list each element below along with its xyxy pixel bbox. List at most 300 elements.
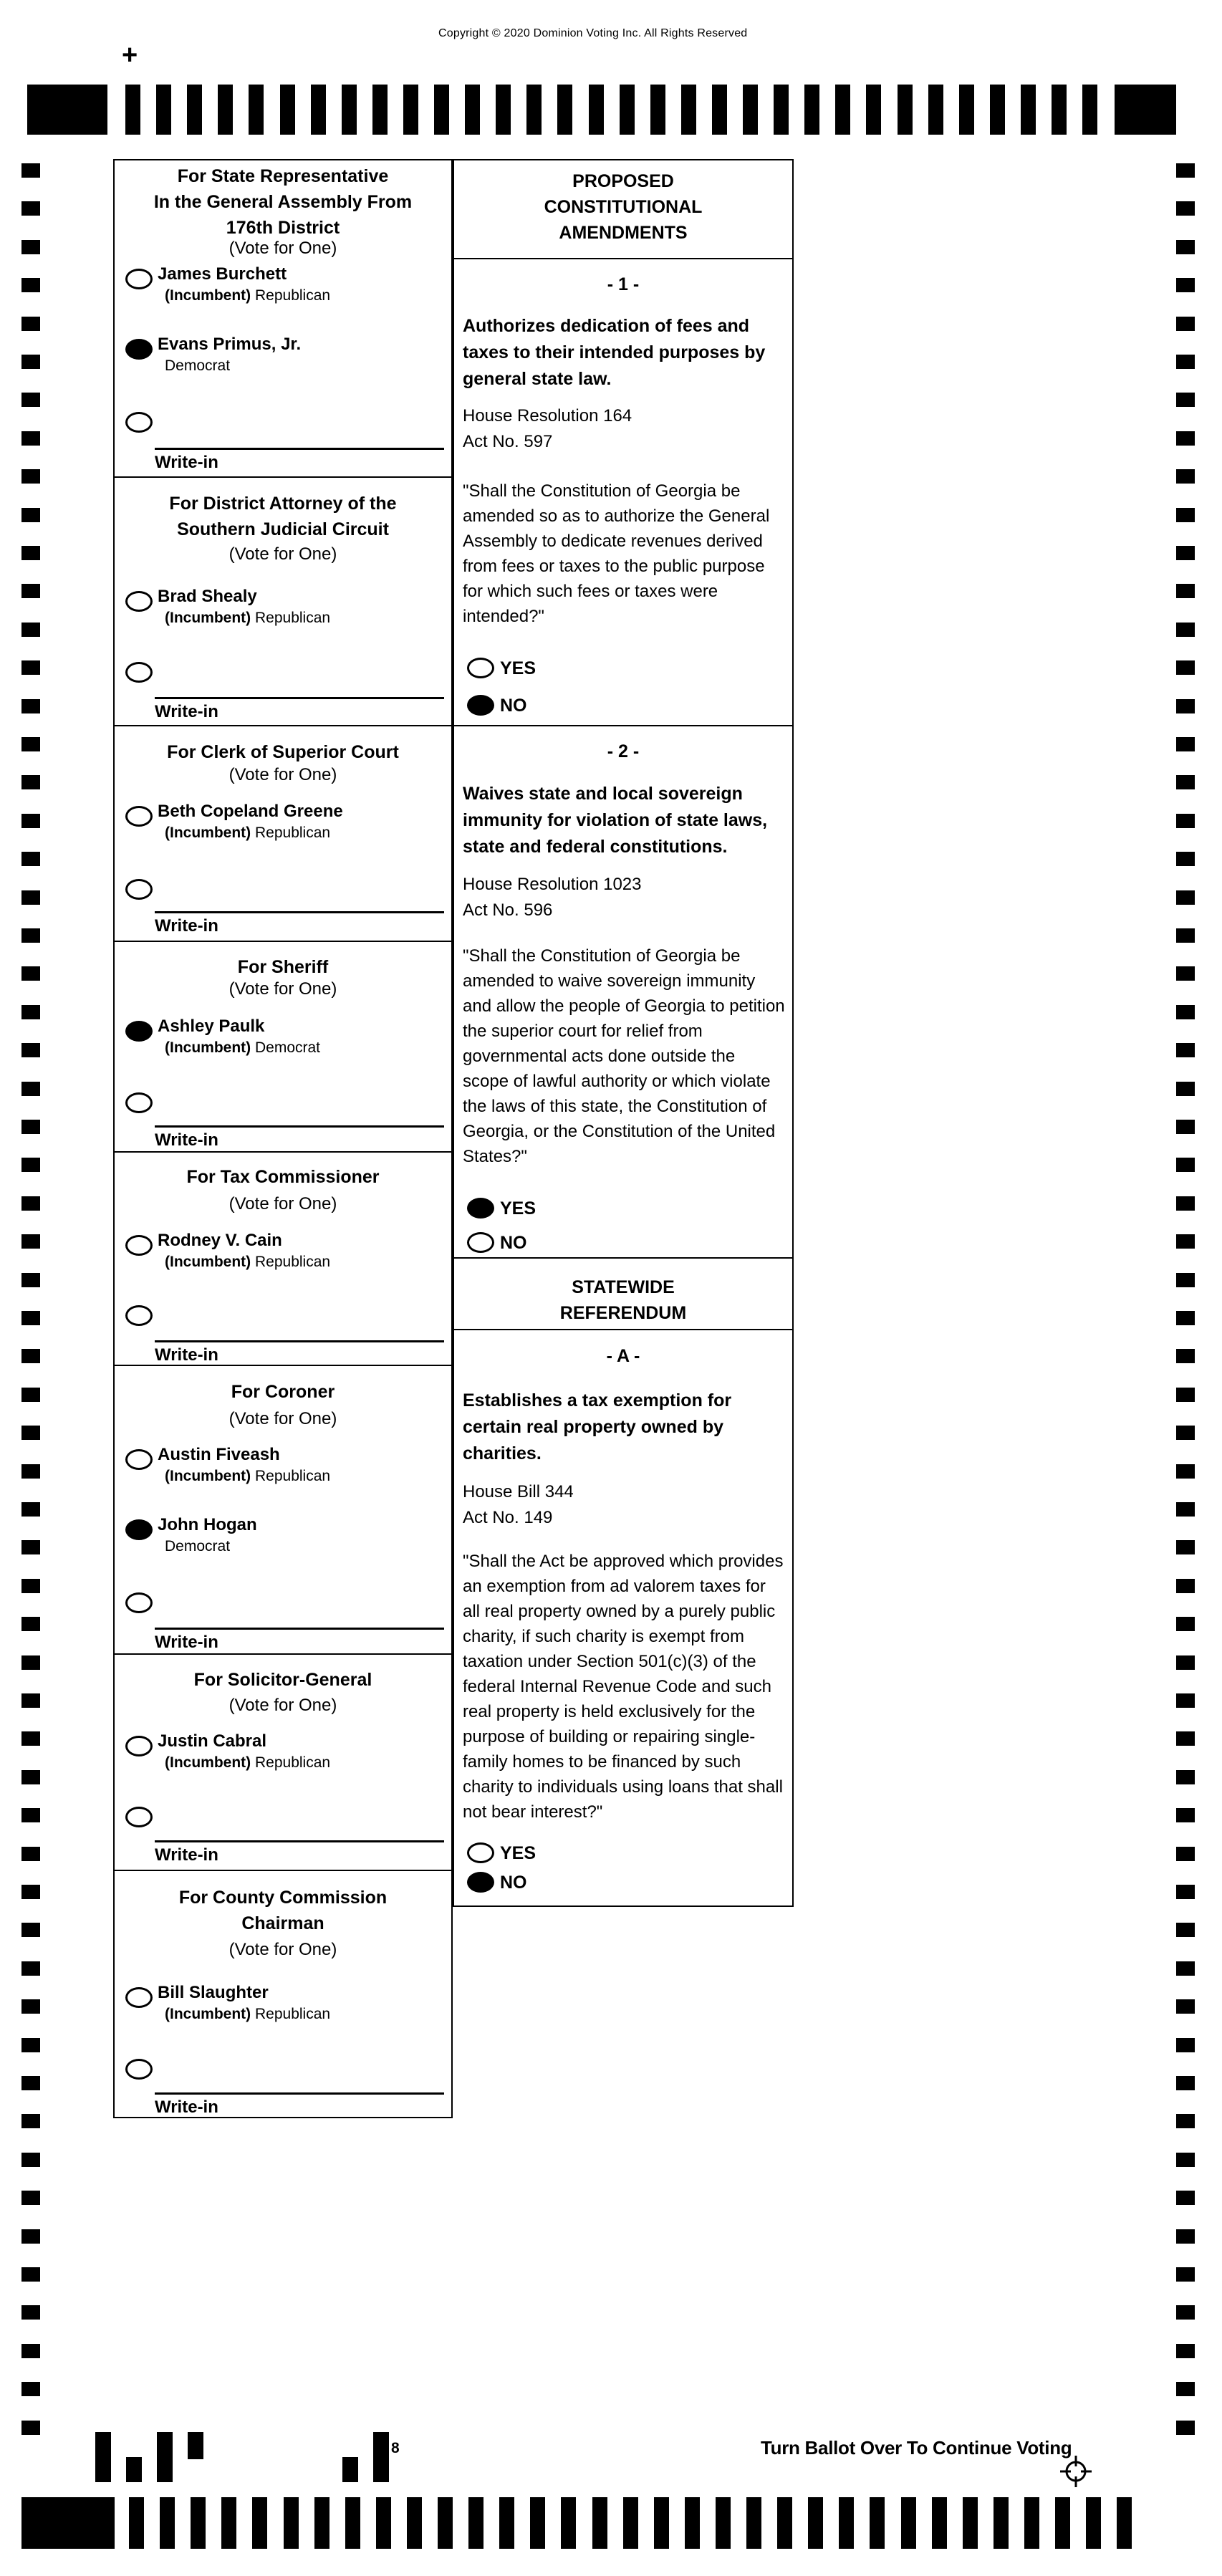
- contest-solicitor-general-write-in-oval[interactable]: [125, 1807, 153, 1827]
- timing-mark: [839, 2497, 854, 2549]
- timing-mark: [21, 163, 40, 178]
- timing-mark: [21, 928, 40, 943]
- timing-mark: [1176, 660, 1195, 675]
- measure-question: "Shall the Act be approved which provides an exemption from ad valorem taxes for all real property owned by a purely public charity, if such charity is exempt from taxation under Section 501(c)(3) of the federal Internal Revenue Code and such real property is held exclusively for the purpose of building or repairing single-family homes to be financed by such charity to individuals using loans that shall not bear interest?": [463, 1552, 784, 1822]
- timing-mark: [1176, 546, 1195, 560]
- timing-mark: [1176, 2344, 1195, 2358]
- candidate-name: John Hogan: [158, 1515, 257, 1534]
- timing-mark: [21, 2076, 40, 2090]
- timing-mark: [221, 2497, 236, 2549]
- contest-title: [115, 954, 451, 980]
- measure-summary: Authorizes dedication of fees and taxes to their intended purposes by general state law.: [463, 316, 766, 389]
- timing-mark: [280, 85, 295, 135]
- timing-mark: [1176, 1388, 1195, 1402]
- timing-mark: [21, 2229, 40, 2244]
- timing-mark: [1176, 1961, 1195, 1976]
- timing-mark: [191, 2497, 206, 2549]
- amendments-header: [453, 159, 794, 259]
- timing-mark: [21, 1349, 40, 1363]
- contest-coroner: [113, 1365, 453, 1655]
- timing-mark: [1176, 1617, 1195, 1631]
- timing-mark: [21, 2114, 40, 2128]
- contest-title-line: For Solicitor-General: [193, 1670, 372, 1690]
- timing-mark: [1176, 1349, 1195, 1363]
- timing-mark: [21, 584, 40, 598]
- registration-target-icon: [1056, 2451, 1096, 2491]
- timing-mark: [774, 85, 789, 135]
- candidate-party: Democrat: [165, 357, 231, 374]
- timing-mark: [1176, 737, 1195, 751]
- contest-coroner-candidate-2-oval[interactable]: [125, 1519, 153, 1540]
- timing-mark: [249, 85, 264, 135]
- timing-mark: [21, 1464, 40, 1479]
- contest-title-line: For District Attorney of the: [169, 494, 397, 514]
- timing-mark: [1176, 2038, 1195, 2052]
- timing-mark: [1082, 85, 1097, 135]
- timing-mark: [898, 85, 913, 135]
- timing-mark: [21, 1617, 40, 1631]
- timing-mark: [21, 1196, 40, 1211]
- timing-mark: [1176, 1770, 1195, 1784]
- timing-mark: [1176, 1502, 1195, 1517]
- timing-mark: [1055, 2497, 1070, 2549]
- timing-mark: [21, 2382, 40, 2396]
- timing-mark: [1176, 852, 1195, 866]
- candidate-name: Evans Primus, Jr.: [158, 335, 302, 354]
- timing-mark: [21, 1158, 40, 1172]
- timing-mark: [1176, 1043, 1195, 1057]
- timing-mark: [866, 85, 881, 135]
- timing-mark: [21, 1043, 40, 1057]
- contest-title-line: Chairman: [241, 1913, 324, 1933]
- candidate-name: Justin Cabral: [158, 1731, 267, 1751]
- authority-line: House Bill 344: [463, 1482, 574, 1501]
- barcode-digit: 8: [391, 2440, 400, 2456]
- timing-mark: [1176, 2076, 1195, 2090]
- timing-mark: [21, 1120, 40, 1134]
- contest-coroner-write-in-oval[interactable]: [125, 1592, 153, 1613]
- timing-mark: [620, 85, 635, 135]
- timing-mark: [21, 1770, 40, 1784]
- timing-mark: [1115, 85, 1176, 135]
- candidate-party: (Incumbent) Republican: [165, 1254, 331, 1270]
- yes-label: YES: [500, 1198, 537, 1219]
- measure-number: - 1 -: [607, 274, 640, 294]
- timing-mark: [21, 2305, 40, 2320]
- authority-line: House Resolution 164: [463, 406, 632, 426]
- timing-mark: [994, 2497, 1009, 2549]
- contest-county-commission-chairman-candidate-1-oval[interactable]: [125, 1987, 153, 2008]
- timing-mark: [685, 2497, 700, 2549]
- contest-title: [115, 491, 451, 542]
- timing-mark: [716, 2497, 731, 2549]
- barcode-bar: [342, 2457, 358, 2482]
- measure-amendment-1: [453, 258, 794, 726]
- timing-mark: [21, 660, 40, 675]
- authority-line: Act No. 596: [463, 900, 553, 920]
- measure-question: "Shall the Constitution of Georgia be amended to waive sovereign immunity and allow the people of Georgia to petition the superior court for relief from governmental acts done outside the scope of lawful authority or which violate the laws of this state, the Constitution of Georgia, or the Constitution of the United States?": [463, 946, 785, 1166]
- timing-mark: [21, 240, 40, 254]
- timing-mark: [21, 1082, 40, 1096]
- timing-mark: [1176, 1120, 1195, 1134]
- timing-mark: [1176, 1847, 1195, 1861]
- yes-label: YES: [500, 1843, 537, 1863]
- write-in-label[interactable]: Write-in: [155, 2092, 444, 2118]
- contest-title-line: For State Representative: [177, 166, 389, 186]
- incumbent-label: (Incumbent): [165, 1254, 251, 1270]
- contest-title-line: For Tax Commissioner: [186, 1167, 380, 1187]
- timing-mark: [1176, 2305, 1195, 2320]
- contest-instruction: (Vote for One): [228, 1940, 337, 1959]
- timing-mark: [654, 2497, 669, 2549]
- timing-mark: [1176, 1426, 1195, 1440]
- timing-mark: [21, 2497, 115, 2549]
- contest-instruction: (Vote for One): [228, 544, 337, 564]
- contest-title-line: For Coroner: [231, 1382, 335, 1402]
- measure-authority: [463, 1479, 574, 1531]
- timing-mark: [1176, 1234, 1195, 1249]
- contest-sheriff-candidate-1-oval[interactable]: [125, 1021, 153, 1042]
- measure-referendum-a: [453, 1329, 794, 1907]
- timing-mark: [1086, 2497, 1101, 2549]
- timing-mark: [187, 85, 202, 135]
- measure-amendment-1-no-oval[interactable]: [467, 695, 494, 716]
- contest-solicitor-general-candidate-1-oval[interactable]: [125, 1736, 153, 1756]
- timing-mark: [1176, 2153, 1195, 2167]
- incumbent-label: (Incumbent): [165, 610, 251, 626]
- contest-title: [115, 1164, 451, 1190]
- contest-sheriff: [113, 941, 453, 1153]
- referendum-header-title: [454, 1274, 792, 1326]
- contest-solicitor-general: [113, 1653, 453, 1871]
- contest-instruction: (Vote for One): [228, 765, 337, 784]
- write-in-label[interactable]: Write-in: [155, 1840, 444, 1865]
- no-label: NO: [500, 1233, 527, 1253]
- header-line: REFERENDUM: [559, 1303, 687, 1323]
- timing-mark: [21, 1923, 40, 1937]
- timing-mark: [21, 1502, 40, 1517]
- timing-mark: [1176, 431, 1195, 446]
- timing-mark: [21, 546, 40, 560]
- timing-mark: [160, 2497, 175, 2549]
- timing-mark: [218, 85, 233, 135]
- timing-mark: [21, 1540, 40, 1554]
- contest-district-attorney-southern-judicial-circuit-candidate-1-oval[interactable]: [125, 591, 153, 612]
- timing-mark: [21, 469, 40, 484]
- timing-mark: [21, 1847, 40, 1861]
- write-in-label[interactable]: Write-in: [155, 1628, 444, 1653]
- timing-mark: [21, 1655, 40, 1670]
- measure-amendment-2-no-oval[interactable]: [467, 1232, 494, 1253]
- candidate-name: Austin Fiveash: [158, 1445, 280, 1464]
- measure-referendum-a-yes-oval[interactable]: [467, 1842, 494, 1863]
- timing-mark: [27, 85, 107, 135]
- timing-mark: [21, 431, 40, 446]
- timing-mark: [592, 2497, 607, 2549]
- timing-mark: [468, 2497, 483, 2549]
- incumbent-label: (Incumbent): [165, 1468, 251, 1484]
- measure-number: - A -: [606, 1346, 640, 1366]
- timing-mark: [21, 2267, 40, 2282]
- timing-mark: [21, 355, 40, 369]
- header-line: AMENDMENTS: [559, 223, 688, 243]
- timing-mark: [1176, 2229, 1195, 2244]
- timing-mark: [21, 1693, 40, 1708]
- timing-mark: [1117, 2497, 1132, 2549]
- contest-clerk-of-superior-court-candidate-1-oval[interactable]: [125, 806, 153, 827]
- contest-title: [115, 163, 451, 241]
- contest-state-representative-176-write-in-oval[interactable]: [125, 412, 153, 433]
- timing-mark: [1176, 966, 1195, 981]
- timing-mark: [21, 1579, 40, 1593]
- referendum-header: [453, 1257, 794, 1330]
- timing-mark: [21, 1388, 40, 1402]
- contest-coroner-candidate-1-oval[interactable]: [125, 1449, 153, 1470]
- measure-amendment-2-yes-oval[interactable]: [467, 1198, 494, 1219]
- timing-mark: [777, 2497, 792, 2549]
- incumbent-label: (Incumbent): [165, 825, 251, 841]
- timing-mark: [1176, 1005, 1195, 1019]
- barcode-bar: [188, 2432, 203, 2459]
- timing-mark: [156, 85, 171, 135]
- timing-mark: [1176, 775, 1195, 789]
- timing-mark: [990, 85, 1005, 135]
- measure-authority: [463, 872, 642, 923]
- timing-mark: [1176, 584, 1195, 598]
- timing-mark: [530, 2497, 545, 2549]
- timing-mark: [1176, 1655, 1195, 1670]
- timing-mark: [746, 2497, 761, 2549]
- contest-tax-commissioner-write-in-oval[interactable]: [125, 1305, 153, 1326]
- contest-tax-commissioner: [113, 1151, 453, 1366]
- timing-mark: [557, 85, 572, 135]
- timing-mark: [1176, 1158, 1195, 1172]
- contest-sheriff-write-in-oval[interactable]: [125, 1092, 153, 1113]
- write-in-label[interactable]: Write-in: [155, 448, 444, 473]
- timing-mark: [1176, 1273, 1195, 1287]
- contest-clerk-of-superior-court-write-in-oval[interactable]: [125, 879, 153, 900]
- timing-mark: [372, 85, 388, 135]
- timing-mark: [407, 2497, 422, 2549]
- timing-mark: [21, 1426, 40, 1440]
- timing-mark: [284, 2497, 299, 2549]
- contest-clerk-of-superior-court: [113, 725, 453, 942]
- timing-mark: [1176, 1311, 1195, 1325]
- timing-mark: [623, 2497, 638, 2549]
- contest-county-commission-chairman: [113, 1870, 453, 2118]
- timing-mark: [252, 2497, 267, 2549]
- candidate-party: (Incumbent) Republican: [165, 287, 331, 304]
- contest-title-line: For County Commission: [178, 1888, 388, 1908]
- contest-title: [115, 739, 451, 765]
- timing-mark: [1176, 814, 1195, 828]
- timing-mark: [1176, 2267, 1195, 2282]
- measure-amendment-2: [453, 725, 794, 1259]
- timing-mark: [21, 737, 40, 751]
- timing-mark: [1176, 890, 1195, 905]
- contest-title-line: Southern Judicial Circuit: [177, 519, 389, 539]
- timing-mark: [21, 2038, 40, 2052]
- contest-title-line: In the General Assembly From: [153, 192, 413, 212]
- contest-state-representative-176-candidate-1-oval[interactable]: [125, 269, 153, 289]
- measure-summary: Waives state and local sovereign immunity for violation of state laws, state and federal constitutions.: [463, 784, 768, 857]
- timing-mark: [342, 85, 357, 135]
- timing-mark: [403, 85, 418, 135]
- write-in-label[interactable]: Write-in: [155, 1340, 444, 1365]
- timing-mark: [21, 1961, 40, 1976]
- timing-mark: [21, 1311, 40, 1325]
- timing-mark: [21, 278, 40, 292]
- contest-title: [115, 1885, 451, 1936]
- no-label: NO: [500, 696, 527, 716]
- timing-mark: [21, 890, 40, 905]
- candidate-party: Democrat: [165, 1538, 231, 1554]
- candidate-party: (Incumbent) Republican: [165, 1468, 331, 1484]
- timing-mark: [21, 1731, 40, 1746]
- write-in-label[interactable]: Write-in: [155, 697, 444, 722]
- timing-mark: [496, 85, 511, 135]
- contest-county-commission-chairman-write-in-oval[interactable]: [125, 2059, 153, 2080]
- timing-mark: [712, 85, 727, 135]
- copyright-text: Copyright © 2020 Dominion Voting Inc. All Rights Reserved: [438, 27, 748, 39]
- timing-mark: [1176, 699, 1195, 713]
- timing-mark: [589, 85, 604, 135]
- timing-mark: [1176, 1885, 1195, 1899]
- timing-mark: [311, 85, 326, 135]
- contest-state-representative-176: [113, 159, 453, 478]
- contest-title: [115, 1379, 451, 1405]
- timing-mark: [21, 508, 40, 522]
- no-label: NO: [500, 1873, 527, 1893]
- timing-mark: [21, 2421, 40, 2435]
- timing-mark: [21, 317, 40, 331]
- timing-mark: [928, 85, 943, 135]
- contest-instruction: (Vote for One): [228, 1409, 337, 1428]
- candidate-party: (Incumbent) Republican: [165, 2006, 331, 2022]
- incumbent-label: (Incumbent): [165, 1754, 251, 1771]
- contest-instruction: (Vote for One): [228, 979, 337, 999]
- timing-mark: [1176, 1693, 1195, 1708]
- header-line: PROPOSED: [572, 171, 674, 191]
- header-line: STATEWIDE: [572, 1277, 675, 1297]
- timing-mark: [1176, 240, 1195, 254]
- authority-line: House Resolution 1023: [463, 875, 642, 894]
- timing-mark: [21, 2191, 40, 2205]
- contest-title-line: For Clerk of Superior Court: [167, 742, 399, 762]
- timing-mark: [1176, 1999, 1195, 2014]
- timing-mark: [1176, 1082, 1195, 1096]
- timing-mark: [129, 2497, 144, 2549]
- timing-mark: [438, 2497, 453, 2549]
- candidate-name: James Burchett: [158, 264, 287, 284]
- timing-mark: [1024, 2497, 1039, 2549]
- timing-mark: [835, 85, 850, 135]
- measure-question: "Shall the Constitution of Georgia be amended so as to authorize the General Assembly to dedicate revenues derived from fees or taxes to the public purpose for which such fees or taxes were intended?": [463, 481, 770, 626]
- timing-mark: [1176, 469, 1195, 484]
- contest-state-representative-176-candidate-2-oval[interactable]: [125, 339, 153, 360]
- timing-mark: [21, 1005, 40, 1019]
- timing-mark: [21, 2344, 40, 2358]
- timing-mark: [1176, 1731, 1195, 1746]
- timing-mark: [125, 85, 140, 135]
- timing-mark: [932, 2497, 947, 2549]
- timing-mark: [1176, 2191, 1195, 2205]
- contest-title-line: For Sheriff: [237, 957, 329, 977]
- timing-mark: [21, 699, 40, 713]
- candidate-name: Beth Copeland Greene: [158, 802, 343, 821]
- timing-mark: [1176, 1196, 1195, 1211]
- contest-title-line: 176th District: [226, 218, 340, 238]
- measure-referendum-a-no-oval[interactable]: [467, 1872, 494, 1893]
- contest-district-attorney-southern-judicial-circuit: [113, 476, 453, 726]
- contest-district-attorney-southern-judicial-circuit-write-in-oval[interactable]: [125, 662, 153, 683]
- incumbent-label: (Incumbent): [165, 1039, 251, 1056]
- timing-mark: [1176, 2421, 1195, 2435]
- timing-mark: [870, 2497, 885, 2549]
- turn-ballot-over-text: Turn Ballot Over To Continue Voting: [761, 2437, 1072, 2459]
- timing-mark: [1176, 508, 1195, 522]
- contest-tax-commissioner-candidate-1-oval[interactable]: [125, 1235, 153, 1256]
- timing-mark: [21, 1234, 40, 1249]
- timing-mark: [1176, 278, 1195, 292]
- timing-mark: [804, 85, 819, 135]
- write-in-label[interactable]: Write-in: [155, 911, 444, 936]
- contest-instruction: (Vote for One): [228, 1194, 337, 1213]
- write-in-label[interactable]: Write-in: [155, 1125, 444, 1150]
- authority-line: Act No. 149: [463, 1508, 553, 1527]
- timing-mark: [1176, 317, 1195, 331]
- candidate-party: (Incumbent) Republican: [165, 610, 331, 626]
- timing-mark: [376, 2497, 391, 2549]
- timing-mark: [21, 393, 40, 407]
- incumbent-label: (Incumbent): [165, 287, 251, 304]
- timing-mark: [1176, 928, 1195, 943]
- timing-mark: [743, 85, 758, 135]
- amendments-header-title: [454, 168, 792, 246]
- timing-mark: [1176, 1540, 1195, 1554]
- timing-mark: [959, 85, 974, 135]
- timing-mark: [1176, 623, 1195, 637]
- candidate-name: Bill Slaughter: [158, 1983, 269, 2002]
- timing-mark: [1176, 1923, 1195, 1937]
- timing-mark: [1021, 85, 1036, 135]
- barcode-bar: [95, 2432, 111, 2482]
- yes-label: YES: [500, 658, 537, 678]
- timing-mark: [21, 623, 40, 637]
- timing-mark: [1176, 1464, 1195, 1479]
- timing-mark: [526, 85, 542, 135]
- measure-summary: Establishes a tax exemption for certain real property owned by charities.: [463, 1390, 732, 1464]
- timing-mark: [314, 2497, 329, 2549]
- timing-mark: [1176, 1579, 1195, 1593]
- timing-mark: [21, 966, 40, 981]
- contest-title: [115, 1667, 451, 1693]
- contest-instruction: (Vote for One): [228, 1696, 337, 1715]
- timing-mark: [901, 2497, 916, 2549]
- barcode-bar: [373, 2432, 389, 2482]
- candidate-name: Rodney V. Cain: [158, 1231, 282, 1250]
- timing-mark: [1176, 201, 1195, 216]
- measure-amendment-1-yes-oval[interactable]: [467, 658, 494, 678]
- timing-mark: [1176, 163, 1195, 178]
- barcode-bar: [157, 2432, 173, 2482]
- timing-mark: [681, 85, 696, 135]
- candidate-name: Ashley Paulk: [158, 1017, 265, 1036]
- timing-mark: [345, 2497, 360, 2549]
- timing-mark: [21, 814, 40, 828]
- timing-mark: [1176, 355, 1195, 369]
- timing-mark: [21, 1999, 40, 2014]
